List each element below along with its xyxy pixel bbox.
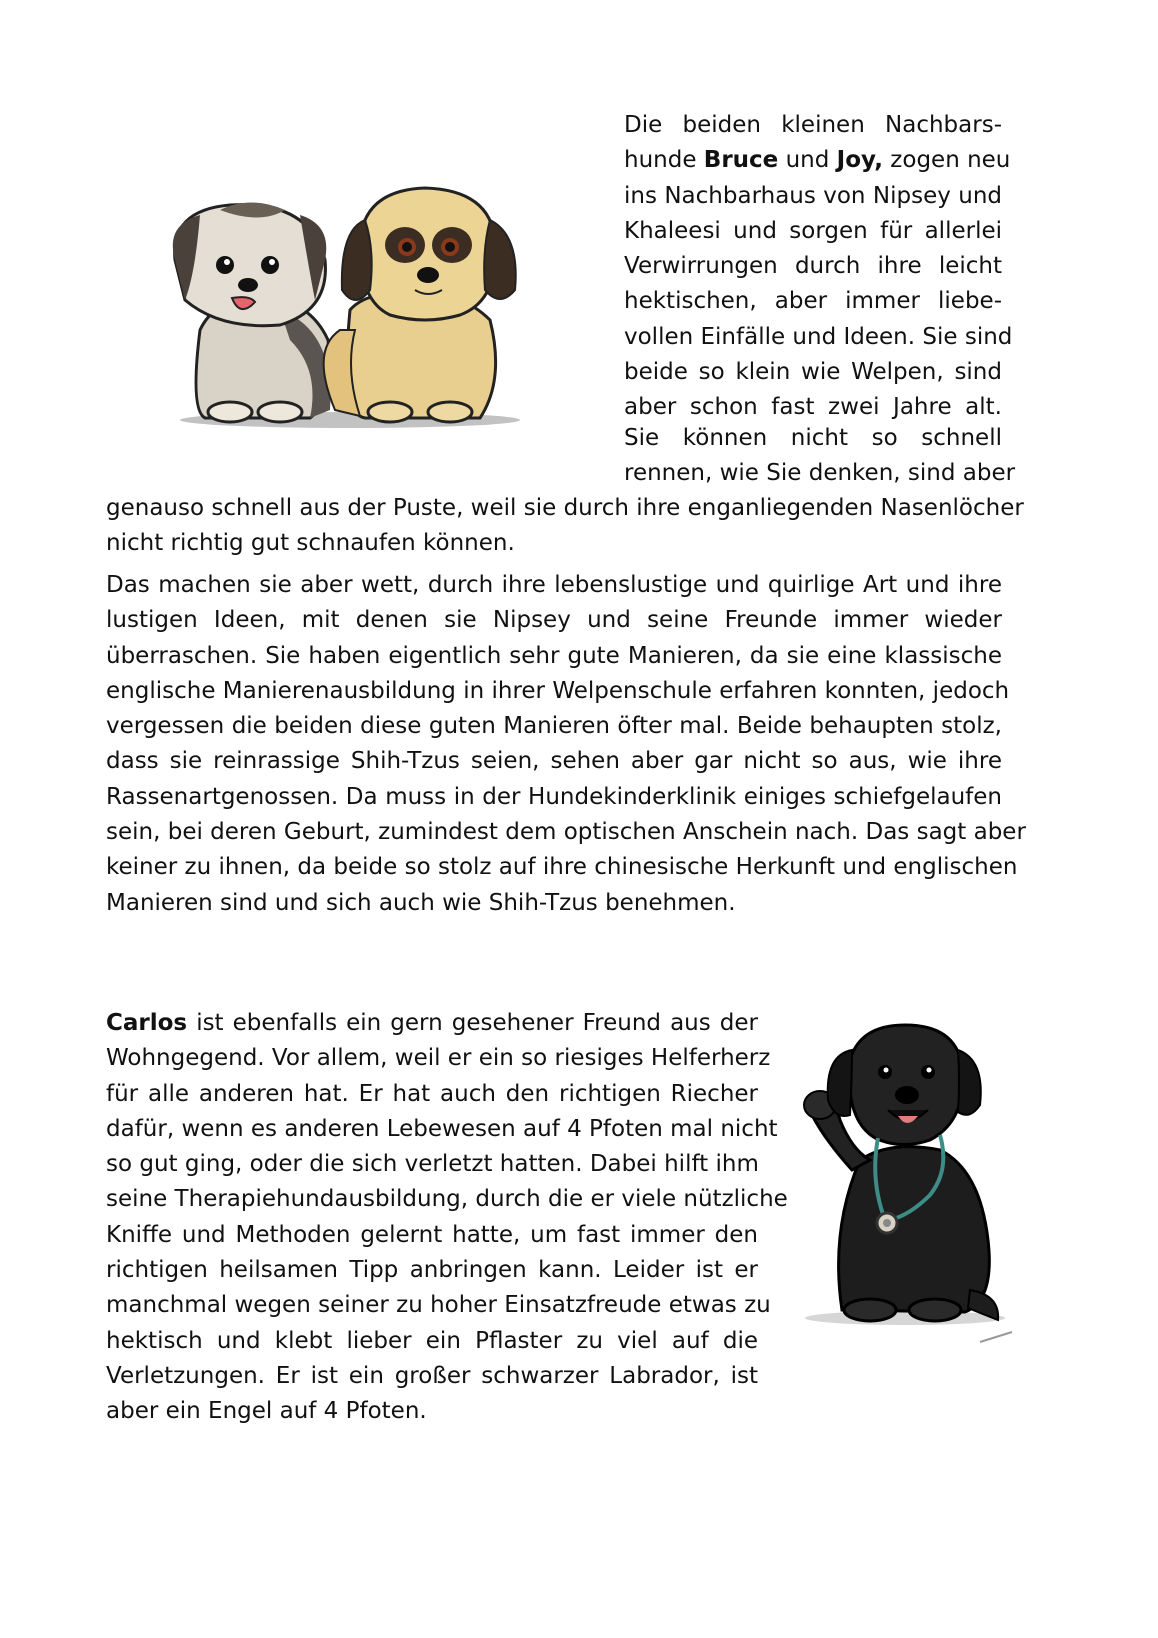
intro-line: aber schon fast zwei Jahre alt.	[624, 394, 1002, 421]
para3	[106, 568, 1026, 921]
para3-line: überraschen. Sie haben eigentlich sehr gute Manieren, da sie eine klassische	[106, 642, 1002, 669]
para2-line: Sie können nicht so schnell	[624, 425, 1002, 451]
para3-line: Manieren sind und sich auch wie Shih-Tzus benehmen.	[106, 889, 736, 916]
carlos-line: manchmal wegen seiner zu hoher Einsatzfreude etwas zu	[106, 1292, 771, 1319]
carlos-line: Kniffe und Methoden gelernt hatte, um fast immer den	[106, 1221, 758, 1248]
para3-line: Das machen sie aber wett, durch ihre lebenslustige und quirlige Art und ihre	[106, 572, 1002, 598]
carlos-line: hektisch und klebt lieber ein Pflaster zu viel auf die	[106, 1327, 758, 1354]
para2-top	[624, 421, 1016, 492]
carlos-line: so gut ging, oder die sich verletzt hatten. Dabei hilft ihm	[106, 1151, 759, 1178]
intro-line: beide so klein wie Welpen, sind	[624, 359, 1002, 386]
para2-bottom	[106, 491, 1024, 562]
para3-line: Rassenartgenossen. Da muss in der Hundekinderklinik einiges schiefgelaufen	[106, 783, 1002, 810]
carlos-line: richtigen heilsamen Tipp anbringen kann. Leider ist er	[106, 1257, 758, 1284]
intro-paragraph	[624, 108, 1013, 426]
carlos-line-first: Carlos ist ebenfalls ein gern gesehener Freund aus der	[106, 1010, 758, 1036]
para3-line: sein, bei deren Geburt, zumindest dem optischen Anschein nach. Das sagt aber	[106, 819, 1026, 846]
para2-line: genauso schnell aus der Puste, weil sie durch ihre enganliegenden Nasenlöcher	[106, 495, 1024, 521]
para2-line: nicht richtig gut schnaufen können.	[106, 530, 515, 557]
labrador-illustration	[790, 1020, 1015, 1355]
carlos-line: aber ein Engel auf 4 Pfoten.	[106, 1398, 427, 1425]
para3-line: keiner zu ihnen, da beide so stolz auf ihre chinesische Herkunft und englischen	[106, 854, 1018, 881]
carlos-line: für alle anderen hat. Er hat auch den richtigen Riecher	[106, 1080, 758, 1107]
joy-name: Joy,	[836, 147, 883, 174]
intro-line: Die beiden kleinen Nachbars-	[624, 112, 1002, 138]
para3-line: vergessen die beiden diese guten Manieren öfter mal. Beide behaupten stolz,	[106, 713, 1002, 740]
para3-line: lustigen Ideen, mit denen sie Nipsey und seine Freunde immer wieder	[106, 607, 1002, 634]
intro-line: ins Nachbarhaus von Nipsey und	[624, 182, 1002, 209]
para2-line: rennen, wie Sie denken, sind aber	[624, 460, 1016, 487]
carlos-name: Carlos	[106, 1010, 188, 1036]
intro-line: Verwirrungen durch ihre leicht	[624, 253, 1002, 280]
intro-line: hektischen, aber immer liebe-	[624, 288, 1002, 315]
carlos-line: Verletzungen. Er ist ein großer schwarzer Labrador, ist	[106, 1362, 758, 1389]
para3-line: dass sie reinrassige Shih-Tzus seien, sehen aber gar nicht so aus, wie ihre	[106, 748, 1002, 775]
carlos-line: seine Therapiehundausbildung, durch die er viele nützliche	[106, 1186, 788, 1213]
intro-line: vollen Einfälle und Ideen. Sie sind	[624, 323, 1013, 350]
intro-line-names: hunde Bruce und Joy, zogen neu	[624, 147, 1011, 174]
carlos-line: Wohngegend. Vor allem, weil er ein so riesiges Helferherz	[106, 1045, 771, 1072]
bruce-name: Bruce	[703, 147, 779, 174]
shih-tzu-puppies-illustration	[160, 180, 540, 440]
carlos-line: dafür, wenn es anderen Lebewesen auf 4 Pfoten mal nicht	[106, 1115, 778, 1142]
intro-line: Khaleesi und sorgen für allerlei	[624, 217, 1002, 244]
carlos-paragraph	[106, 1006, 788, 1430]
para3-line: englische Manierenausbildung in ihrer Welpenschule erfahren konnten, jedoch	[106, 677, 1010, 704]
